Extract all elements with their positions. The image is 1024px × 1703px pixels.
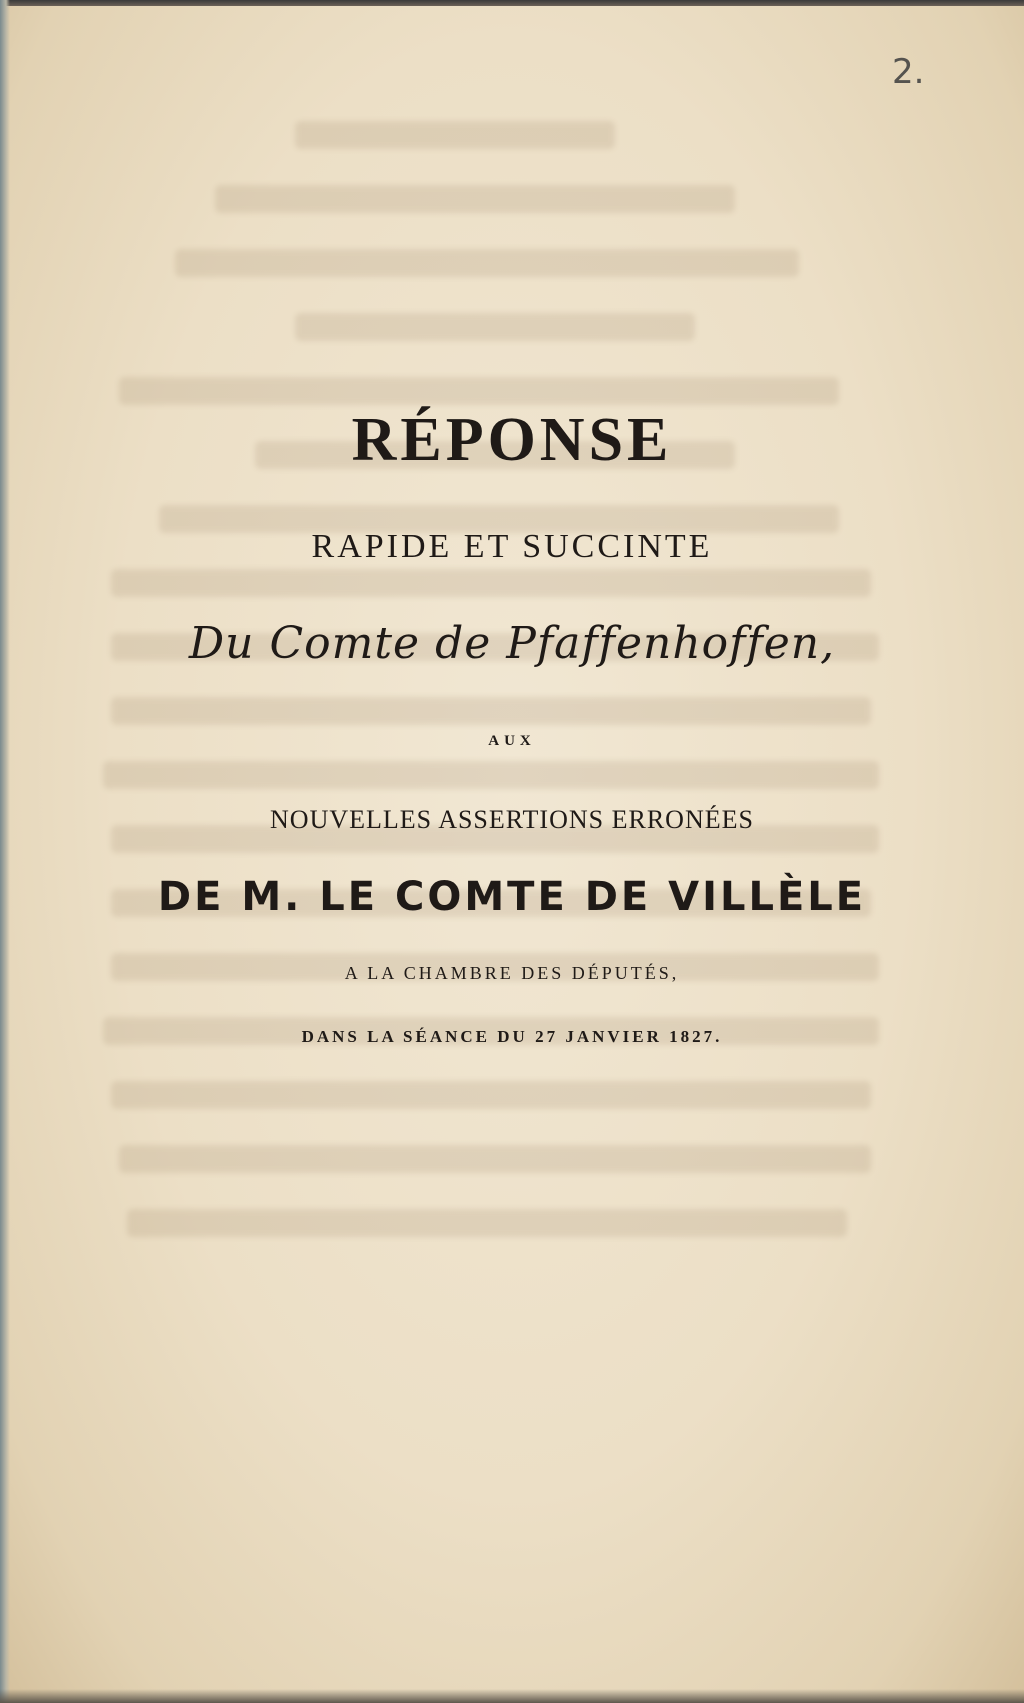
assertions-line: NOUVELLES ASSERTIONS ERRONÉES [270, 805, 754, 834]
document-title: RÉPONSE [351, 406, 673, 474]
page-top-edge [0, 0, 1024, 6]
connector-word: AUX [488, 733, 536, 749]
page-bottom-edge [0, 1689, 1024, 1703]
pencil-annotation: 2. [892, 52, 925, 92]
venue-line: A LA CHAMBRE DES DÉPUTÉS, [344, 963, 680, 983]
show-through-texture [95, 85, 895, 1505]
target-line: DE M. LE COMTE DE VILLÈLE [157, 874, 867, 920]
session-line: DANS LA SÉANCE DU 27 JANVIER 1827. [301, 1027, 723, 1046]
author-line: Du Comte de Pfaffenhoffen, [188, 618, 836, 669]
document-subtitle: RAPIDE ET SUCCINTE [311, 528, 713, 565]
page-left-edge [0, 0, 10, 1703]
